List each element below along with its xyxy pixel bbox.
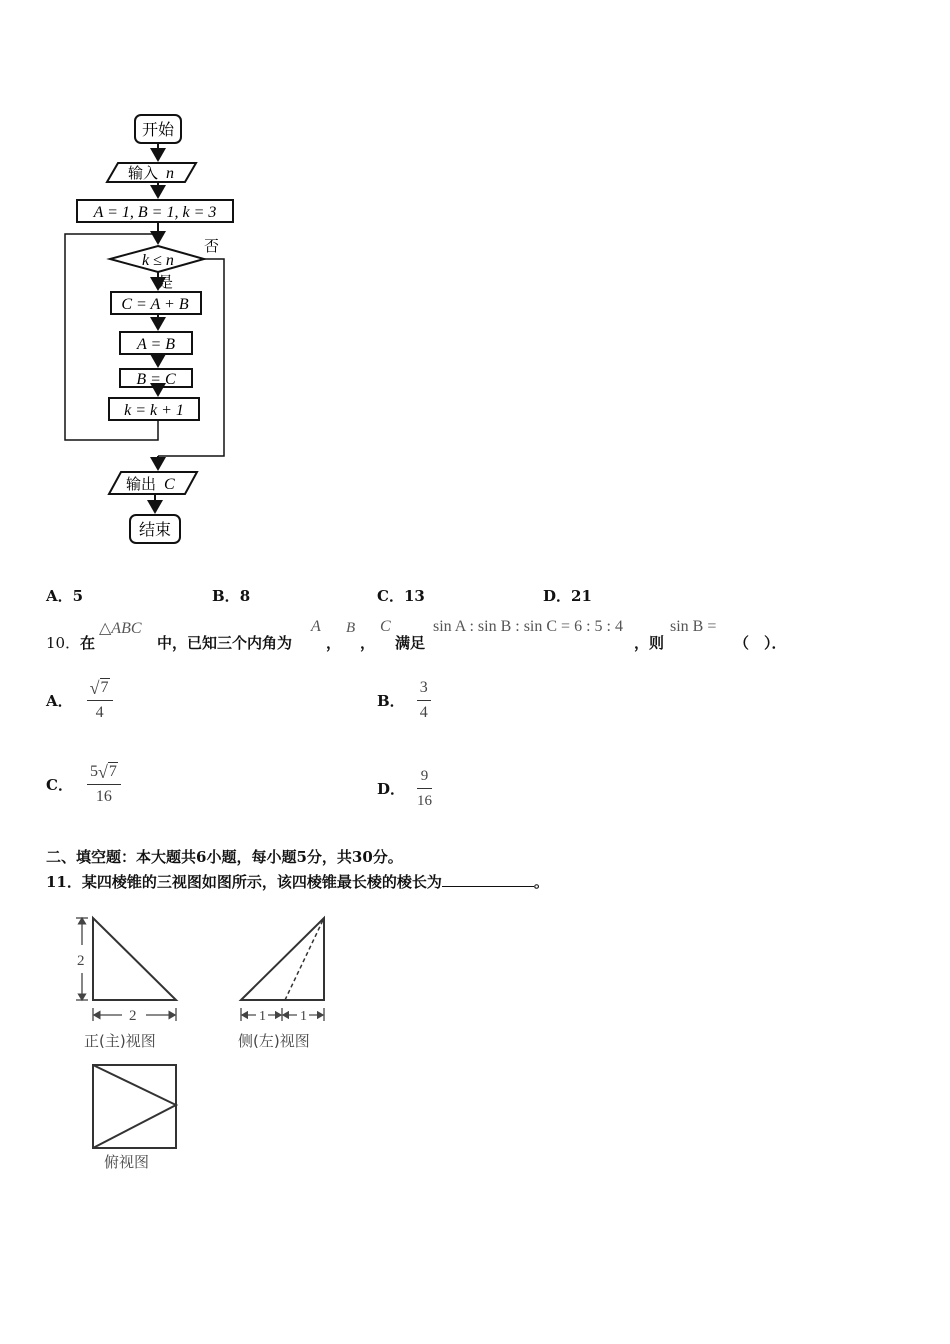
q10-text-1: 在 [80,634,96,652]
q10-sep-2: ， [360,634,376,652]
q10-option-d-frac: $\frac{9}{16}$ [417,768,433,809]
flow-init-text: A = 1, B = 1, k = 3 [93,204,217,221]
front-width-label: 2 [129,1008,137,1024]
q10-option-d: D． $\frac{9}{16}$ [377,768,433,809]
q9-option-b: B．8 [212,587,251,605]
flow-yes-label: 是 [158,273,174,291]
flow-cond-text: k ≤ n [142,252,174,269]
three-views-figure [60,905,350,1175]
flow-output-text: 输出 [126,475,157,493]
side-right-label: 1 [300,1009,307,1024]
q10-option-a: A． √ 7 4 [46,678,113,723]
side-view-triangle [241,918,324,1000]
top-view-label: 俯视图 [104,1153,150,1171]
flow-end-text: 结束 [138,520,172,539]
flow-step3-text: B = C [136,371,176,388]
q9-option-c: C．13 [377,587,425,605]
flow-step4-text: k = k + 1 [124,402,184,419]
top-view-diagonals [93,1065,176,1148]
q10-option-b: B． $\frac{3}{4}$ [377,678,431,723]
q9-option-d: D．21 [543,587,592,605]
top-view-square [93,1065,176,1148]
q10-ask: sin B = [670,618,717,635]
q10-option-b-frac: $\frac{3}{4}$ [417,678,431,723]
side-view-dashed-edge [285,918,324,1000]
flow-step1-text: C = A + B [121,296,189,313]
q9-option-a: A．5 [46,587,84,605]
q10-option-a-frac: √ 7 4 [87,678,113,723]
q11-answer-blank[interactable] [442,872,534,887]
q10-angle-c: C [380,618,391,635]
front-view-triangle [93,918,176,1000]
flow-start-text: 开始 [141,120,175,139]
side-view-label: 侧(左)视图 [238,1032,310,1050]
section2-heading: 二、填空题：本大题共6小题，每小题5分，共30分。 [46,848,403,866]
front-view-label: 正(主)视图 [84,1032,156,1050]
q10-angle-a: A [311,618,321,635]
q10-ratio: sin A : sin B : sin C = 6 : 5 : 4 [433,618,623,635]
q10-angle-b: B [346,620,356,636]
q11-stem: 11．某四棱锥的三视图如图所示，该四棱锥最长棱的棱长为 。 [46,873,549,891]
q10-text-4: ，则 [634,634,665,652]
q10-sep-1: ， [326,634,342,652]
q10-text-2: 中，已知三个内角为 [157,634,293,652]
q10-triangle: △ABC [99,620,142,637]
q10-paren: （ ）． [734,634,787,652]
flow-input-text: 输入 [128,164,159,182]
q10-option-c-frac: 5 √ 7 16 [87,762,121,807]
flowchart [0,0,300,560]
flow-input-var: n [166,165,174,182]
front-height-label: 2 [77,953,85,969]
q10-number: 10． [46,634,81,652]
side-left-label: 1 [259,1009,266,1024]
flow-no-label: 否 [204,237,220,255]
flow-output-var: C [164,476,175,493]
flow-step2-text: A = B [136,336,176,353]
q10-option-c: C． 5 √ 7 16 [46,762,121,807]
q10-text-3: 满足 [395,634,426,652]
